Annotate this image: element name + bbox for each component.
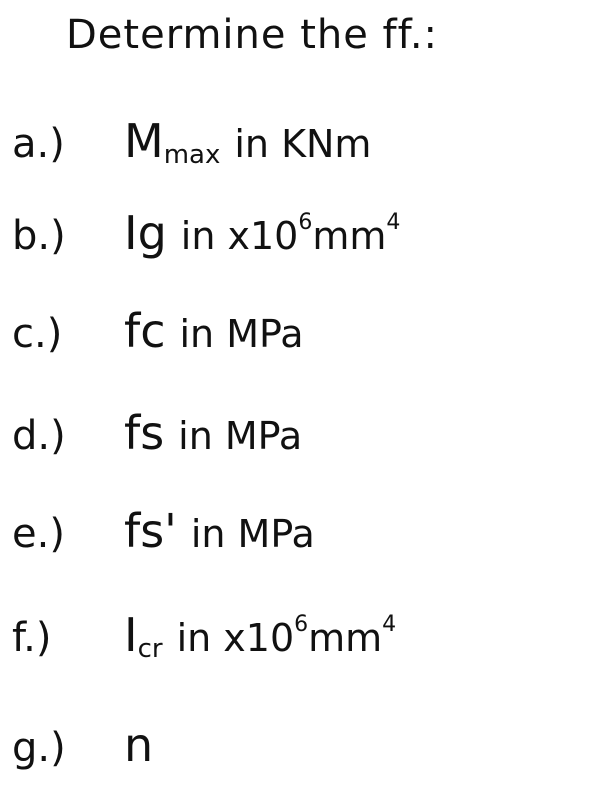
- list-item: [12, 406, 303, 460]
- item-symbol: M: [124, 114, 164, 168]
- item-unit: in MPa: [179, 312, 304, 356]
- list-item: [12, 206, 401, 260]
- item-label: c.): [12, 311, 63, 357]
- list-item: [12, 504, 315, 558]
- item-label: a.): [12, 121, 65, 167]
- item-symbol: n: [124, 718, 154, 772]
- item-label: d.): [12, 413, 66, 459]
- item-unit: in MPa: [178, 414, 303, 458]
- item-symbol: fs: [124, 406, 165, 460]
- item-symbol: Ig: [124, 206, 167, 260]
- item-label: e.): [12, 511, 65, 557]
- item-symbol-subscript: cr: [137, 634, 163, 664]
- item-label: f.): [12, 615, 52, 661]
- item-symbol: I: [124, 608, 138, 662]
- page-title: Determine the ff.:: [66, 12, 439, 58]
- list-item: [12, 304, 304, 358]
- list-item: [12, 608, 397, 664]
- list-item: [12, 114, 372, 170]
- item-unit-tail-exponent: 4: [382, 612, 397, 638]
- item-unit: in x10: [176, 616, 295, 660]
- item-unit-tail-exponent: 4: [386, 210, 401, 236]
- item-symbol: fc: [124, 304, 166, 358]
- item-symbol: fs': [124, 504, 177, 558]
- item-unit-exponent: 6: [298, 210, 313, 236]
- list-item: [12, 718, 154, 772]
- item-label: g.): [12, 725, 66, 771]
- item-unit-tail: mm: [312, 214, 387, 258]
- item-symbol-subscript: max: [163, 140, 221, 170]
- item-unit-exponent: 6: [294, 612, 309, 638]
- item-unit-tail: mm: [308, 616, 383, 660]
- item-label: b.): [12, 213, 66, 259]
- item-unit: in KNm: [234, 122, 372, 166]
- item-unit: in MPa: [190, 512, 315, 556]
- item-unit: in x10: [180, 214, 299, 258]
